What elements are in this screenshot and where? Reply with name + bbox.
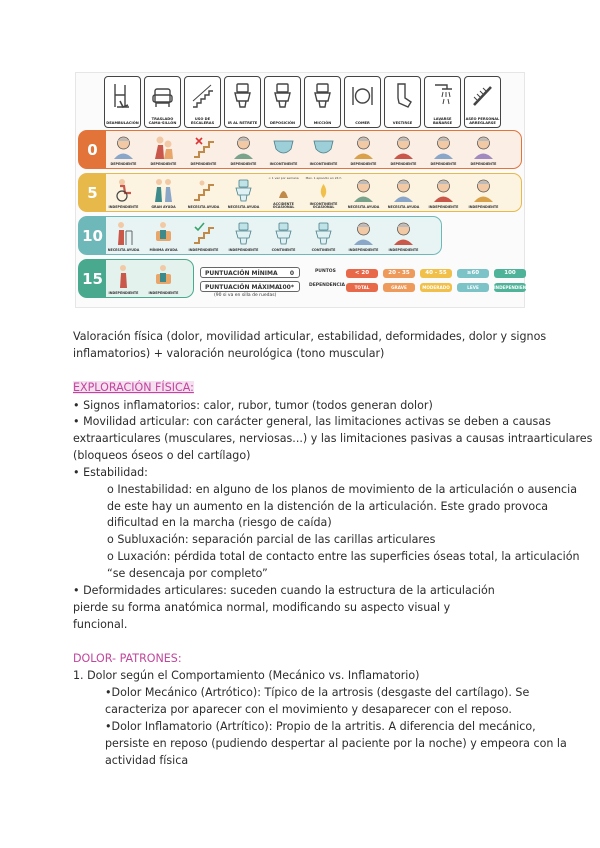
- elderly-person-icon: [392, 178, 415, 202]
- bullet-estabilidad: • Estabilidad:: [73, 466, 148, 479]
- bullet-deformidades-1: • Deformidades articulares: suceden cuando la estructura de la articulación: [73, 584, 495, 597]
- elderly-person-icon: [392, 135, 415, 159]
- toilet-icon: [312, 221, 335, 245]
- wheelchair-note: (90 si va en silla de ruedas): [214, 293, 277, 298]
- bullet-movilidad-2: extraarticulares (musculares, nerviosas...) y las limitaciones pasivas a causas intraarticulares: [73, 432, 593, 445]
- dependency-level-chip: GRAVE: [383, 283, 415, 292]
- elderly-person-icon: [112, 135, 135, 159]
- elderly-person-icon: [352, 135, 375, 159]
- criterion-cell: GRAN AYUDA: [145, 178, 182, 208]
- criterion-cell: DEPENDIENTE: [385, 135, 422, 165]
- sub-inestabilidad-1: o Inestabilidad: en alguno de los planos de movimiento de la articulación o ausencia: [107, 483, 578, 496]
- elderly-person-icon: [432, 135, 455, 159]
- criterion-cell: DEPENDIENTE: [105, 135, 142, 165]
- criterion-cell: INDEPENDIENTE: [105, 264, 142, 294]
- caregiver-transfer-icon: [152, 135, 175, 159]
- seated-person-icon: [152, 264, 175, 288]
- sub-luxacion-1: o Luxación: pérdida total de contacto entre las superficies óseas total, la articulación: [107, 550, 580, 563]
- activity-label: TRASLADO CAMA-SILLÓN: [148, 117, 177, 125]
- score-value: 0: [79, 131, 106, 168]
- dependency-level-chip: INDEPENDIENTE: [494, 285, 532, 290]
- sock-icon: [391, 81, 414, 111]
- diaper-icon: [272, 135, 295, 159]
- criterion-cell: Max. 1 episodio en 24 h INCONTINENTE OCASIONAL: [305, 176, 342, 210]
- criterion-cell: NECESITA AYUDA: [105, 221, 142, 251]
- section-heading-exploracion: EXPLORACIÓN FÍSICA:: [73, 381, 194, 394]
- elderly-person-icon: [352, 178, 375, 202]
- criterion-cell: DEPENDIENTE: [345, 135, 382, 165]
- stool-icon: [272, 178, 295, 202]
- toilet-icon: [232, 221, 255, 245]
- criterion-cell: < 1 vez por semana ACCIDENTE OCASIONAL: [268, 176, 299, 210]
- bullet-movilidad-3: (bloqueos óseos o del cartílago): [73, 449, 251, 462]
- dolor-mecanico-2: caracteriza por aparecer con el movimiento y desaparecer con el reposo.: [105, 703, 512, 716]
- stairs-check-icon: [192, 221, 215, 245]
- activity-label: COMER: [355, 121, 370, 125]
- elderly-person-icon: [472, 135, 495, 159]
- activity-label: DEAMBULACIÓN: [106, 121, 139, 125]
- activity-label: MICCIÓN: [313, 121, 332, 125]
- criterion-cell: NECESITA AYUDA: [225, 178, 262, 208]
- numbered-item-1: 1. Dolor según el Comportamiento (Mecánico vs. Inflamatorio): [73, 669, 420, 682]
- min-score-label: PUNTUACIÓN MÍNIMA 0: [200, 267, 300, 278]
- activity-header-row: [76, 73, 524, 129]
- elderly-person-icon: [232, 135, 255, 159]
- comb-icon: [471, 81, 494, 111]
- activity-bowel: [264, 76, 301, 128]
- criterion-cell: NECESITA AYUDA: [345, 178, 382, 208]
- criterion-cell: INDEPENDIENTE: [225, 221, 262, 251]
- criterion-cell: INDEPENDIENTE: [105, 178, 142, 208]
- criterion-cell: INDEPENDIENTE: [465, 178, 502, 208]
- score-row-15: [78, 259, 194, 298]
- activity-bladder: [304, 76, 341, 128]
- criterion-cell: INCONTINENTE: [305, 135, 342, 165]
- activity-transfer: [144, 76, 181, 128]
- dependency-label: DEPENDENCIA: [309, 283, 345, 288]
- dependency-level-chip: LEVE: [457, 283, 489, 292]
- criterion-cell: INCONTINENTE: [265, 135, 302, 165]
- activity-toilet: [224, 76, 261, 128]
- activity-dressing: [384, 76, 421, 128]
- sub-inestabilidad-3: dificultad en la marcha (riesgo de caída): [107, 516, 332, 529]
- activity-label: VESTIRSE: [392, 121, 413, 125]
- points-range-chip: < 20: [346, 269, 378, 278]
- points-range-chip: 20 - 35: [383, 269, 415, 278]
- sub-luxacion-2: “se desencaja por completo”: [107, 567, 268, 580]
- stairs-assist-icon: [192, 178, 215, 202]
- activity-label: IR AL RETRETE: [227, 121, 258, 125]
- toilet-icon: [231, 81, 254, 111]
- criterion-cell: DEPENDIENTE: [425, 135, 462, 165]
- diaper-icon: [312, 135, 335, 159]
- activity-label: ASEO PERSONAL ARREGLARSE: [465, 117, 500, 125]
- criterion-cell: INDEPENDIENTE: [385, 221, 422, 251]
- droplet-icon: [312, 178, 335, 202]
- elderly-person-icon: [472, 178, 495, 202]
- seated-person-icon: [152, 221, 175, 245]
- criterion-cell: DEPENDIENTE: [185, 135, 222, 165]
- criterion-cell: DEPENDIENTE: [465, 135, 502, 165]
- elderly-person-icon: [392, 221, 415, 245]
- activity-label: LAVARSE BAÑARSE: [432, 117, 453, 125]
- walking-person-icon: [112, 264, 135, 288]
- dolor-mecanico-1: •Dolor Mecánico (Artrótico): Típico de la artrosis (desgaste del cartílago). Se: [105, 686, 530, 699]
- sub-subluxacion: o Subluxación: separación parcial de las carillas articulares: [107, 533, 436, 546]
- activity-stairs: [184, 76, 221, 128]
- dolor-inflamatorio-2: persiste en reposo (pudiendo despertar al paciente por la noche) y empeora con la: [105, 737, 567, 750]
- criterion-cell: INDEPENDIENTE: [345, 221, 382, 251]
- activity-label: USO DE ESCALERAS: [190, 117, 215, 125]
- criterion-cell: NECESITA AYUDA: [185, 178, 222, 208]
- score-row-0: [78, 130, 522, 169]
- bullet-deformidades-3: funcional.: [73, 618, 128, 631]
- score-value: 10: [79, 217, 106, 254]
- toilet-icon: [271, 81, 294, 111]
- bullet-signos: • Signos inflamatorios: calor, rubor, tumor (todos generan dolor): [73, 399, 433, 412]
- points-range-chip: ≥60: [457, 269, 489, 278]
- max-score-label: PUNTUACIÓN MÁXIMA 100*: [200, 281, 300, 292]
- activity-label: DEPOSICIÓN: [269, 121, 296, 125]
- points-range-chip: 40 - 55: [420, 269, 452, 278]
- sub-inestabilidad-2: de este hay un aumento en la distención de la articulación. Este grado provoca: [107, 500, 549, 513]
- section-heading-dolor: DOLOR- PATRONES:: [73, 652, 182, 665]
- walker-person-icon: [112, 221, 135, 245]
- score-value: 15: [79, 260, 106, 297]
- criterion-cell: MÍNIMA AYUDA: [145, 221, 182, 251]
- dolor-inflamatorio-1: •Dolor Inflamatorio (Artrítico): Propio de la artritis. A diferencia del mecánico,: [105, 720, 536, 733]
- activity-grooming: [464, 76, 501, 128]
- points-label: PUNTOS: [315, 269, 336, 274]
- criterion-cell: INDEPENDIENTE: [425, 178, 462, 208]
- criterion-cell: DEPENDIENTE: [225, 135, 262, 165]
- stairs-icon: [191, 81, 214, 111]
- score-row-5: [78, 173, 522, 212]
- score-row-10: [78, 216, 442, 255]
- points-range-chip: 100: [494, 269, 526, 278]
- criterion-cell: DEPENDIENTE: [145, 135, 182, 165]
- shower-icon: [431, 81, 454, 111]
- toilet-icon: [311, 81, 334, 111]
- elderly-person-icon: [432, 178, 455, 202]
- dolor-inflamatorio-3: actividad física: [105, 754, 189, 767]
- activity-walking: [104, 76, 141, 128]
- bullet-movilidad-1: • Movilidad articular: con carácter general, las limitaciones activas se deben a causas: [73, 415, 551, 428]
- elderly-person-icon: [352, 221, 375, 245]
- activity-bathing: [424, 76, 461, 128]
- stairs-blocked-icon: [192, 135, 215, 159]
- criterion-cell: CONTINENTE: [305, 221, 342, 251]
- criterion-cell: CONTINENTE: [265, 221, 302, 251]
- toilet-icon: [232, 178, 255, 202]
- criterion-cell: INDEPENDIENTE: [185, 221, 222, 251]
- barthel-index-infographic: [75, 72, 532, 308]
- plate-cutlery-icon: [351, 81, 374, 111]
- bullet-deformidades-2: pierde su forma anatómica normal, modificando su aspecto visual y: [73, 601, 451, 614]
- walker-icon: [111, 81, 134, 111]
- score-value: 5: [79, 174, 106, 211]
- criterion-cell: NECESITA AYUDA: [385, 178, 422, 208]
- criterion-cell: INDEPENDIENTE: [145, 264, 182, 294]
- assisted-walking-icon: [152, 178, 175, 202]
- toilet-icon: [272, 221, 295, 245]
- wheelchair-icon: [112, 178, 135, 202]
- intro-line-1: Valoración física (dolor, movilidad articular, estabilidad, deformidades, dolor y signos: [73, 330, 547, 343]
- intro-line-2: inflamatorios) + valoración neurológica (tono muscular): [73, 347, 385, 360]
- armchair-icon: [151, 81, 174, 111]
- dependency-level-chip: TOTAL: [346, 283, 378, 292]
- dependency-level-chip: MODERADO: [420, 283, 452, 292]
- activity-eating: [344, 76, 381, 128]
